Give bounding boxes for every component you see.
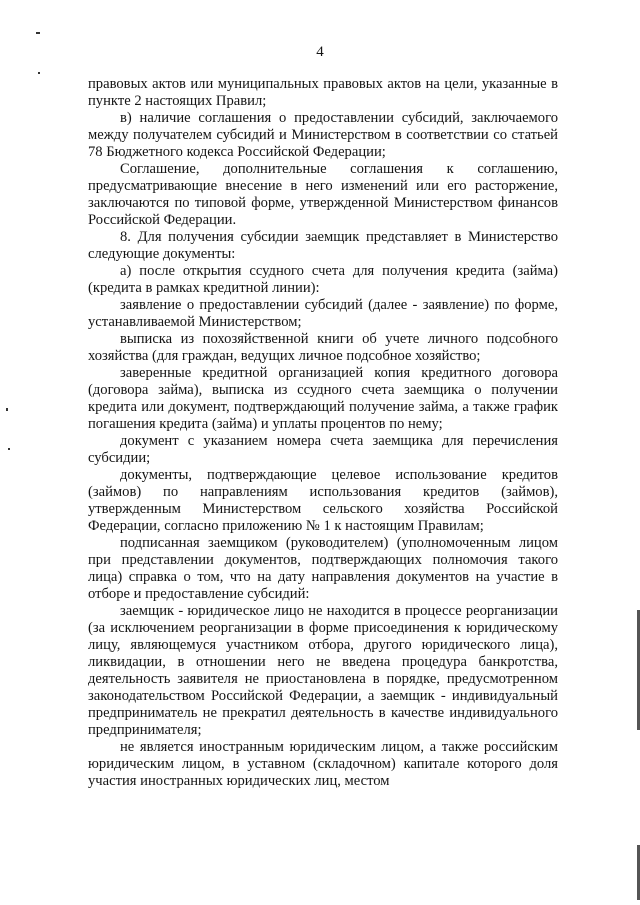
scan-speck (36, 32, 40, 34)
paragraph: заявление о предоставлении субсидий (далее - заявление) по форме, устанавливаемой Министерством; (88, 297, 558, 330)
paragraph: Соглашение, дополнительные соглашения к соглашению, предусматривающие внесение в него изменений или его расторжение, заключаются по типовой форме, утвержденной Министерством финансов Российской Федерации. (88, 161, 558, 228)
scan-speck (6, 408, 8, 411)
paragraph: заверенные кредитной организацией копия кредитного договора (договора займа), выписка из ссудного счета заемщика о получении кредита или документ, подтверждающий получение займа, а также график погашения кредита (займа) и уплаты процентов по нему; (88, 365, 558, 432)
scan-speck (8, 448, 10, 450)
page-number: 4 (316, 44, 324, 60)
paragraph: документ с указанием номера счета заемщика для перечисления субсидии; (88, 433, 558, 466)
paragraph: правовых актов или муниципальных правовых актов на цели, указанные в пункте 2 настоящих Правил; (88, 76, 558, 109)
paragraph: документы, подтверждающие целевое использование кредитов (займов) по направлениям использования кредитов (займов), утвержденным Министерством сельского хозяйства Российской Федерации, согласно приложению № 1 к настоящим Правилам; (88, 467, 558, 534)
paragraph: в) наличие соглашения о предоставлении субсидий, заключаемого между получателем субсидий и Министерством в соответствии со статьей 78 Бюджетного кодекса Российской Федерации; (88, 110, 558, 160)
document-body (88, 76, 558, 790)
scan-speck (38, 72, 40, 74)
paragraph: заемщик - юридическое лицо не находится в процессе реорганизации (за исключением реорганизации в форме присоединения к юридическому лицу, являющемуся участником отбора, другого юридического лица), ликвидации, в отношении него не введена процедура банкротства, деятельность заявителя не приостановлена в порядке, предусмотренном законодательством Российской Федерации, а заемщик - индивидуальный предприниматель не прекратил деятельность в качестве индивидуального предпринимателя; (88, 603, 558, 738)
paragraph: а) после открытия ссудного счета для получения кредита (займа) (кредита в рамках кредитной линии): (88, 263, 558, 296)
paragraph: 8. Для получения субсидии заемщик представляет в Министерство следующие документы: (88, 229, 558, 262)
paragraph: подписанная заемщиком (руководителем) (уполномоченным лицом при представлении документов, подтверждающих полномочия такого лица) справка о том, что на дату направления документов на участие в отборе и предоставление субсидий: (88, 535, 558, 602)
paragraph: не является иностранным юридическим лицом, а также российским юридическим лицом, в уставном (складочном) капитале которого доля участия иностранных юридических лиц, местом (88, 739, 558, 789)
paragraph: выписка из похозяйственной книги об учете личного подсобного хозяйства (для граждан, ведущих личное подсобное хозяйство; (88, 331, 558, 364)
